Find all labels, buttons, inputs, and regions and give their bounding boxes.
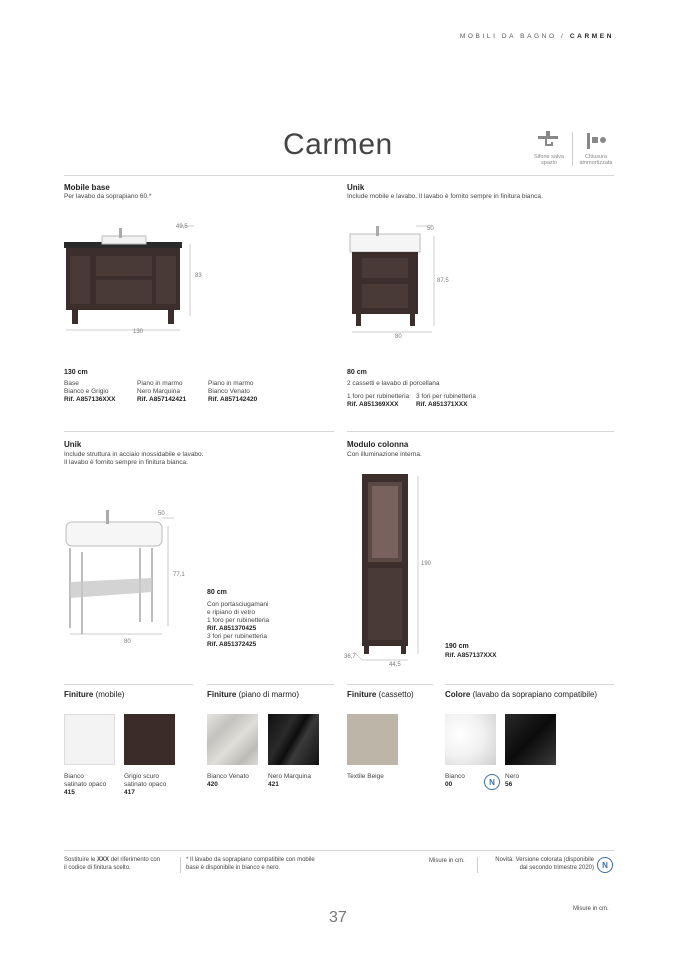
page-title: Carmen — [283, 128, 393, 161]
unik-1-desc: 2 cassetti e lavabo di porcellana — [347, 380, 440, 387]
breadcrumb-section: MOBILI DA BAGNO — [459, 33, 557, 40]
unik-1-col-2: 3 fori per rubinetteria Rif. A851371XXX — [416, 393, 476, 408]
swatch-bianco-lavabo — [445, 714, 496, 765]
page-number: 37 — [329, 909, 347, 926]
swatch-bianco-satinato — [64, 714, 115, 765]
siphon-icon — [536, 130, 562, 152]
finish-title-mobile: Finiture (mobile) — [64, 690, 125, 699]
section-title-colonna: Modulo colonna — [347, 440, 409, 449]
swatch-nero-marquina — [268, 714, 319, 765]
unik-2-size: 80 cm — [207, 589, 227, 596]
section-subtitle-unik-1: Include mobile e lavabo. Il lavabo è fornito sempre in finitura bianca. — [347, 193, 543, 200]
color-title-lavabo: Colore (lavabo da soprapiano compatibile) — [445, 690, 598, 699]
mobile-base-col-1: Base Bianco e Grigio Rif. A857136XXX — [64, 380, 116, 403]
label-nero-marquina: Nero Marquina 421 — [268, 773, 311, 788]
swatch-bianco-venato — [207, 714, 258, 765]
unik-1-col-1: 1 foro per rubinetteria Rif. A851369XXX — [347, 393, 410, 408]
section-subtitle-colonna: Con illuminazione interna. — [347, 451, 422, 458]
breadcrumb: MOBILI DA BAGNO / CARMEN — [459, 33, 614, 40]
swatch-grigio-scuro — [124, 714, 175, 765]
label-bianco-satinato: Bianco satinato opaco 415 — [64, 773, 107, 796]
unik-console-image — [62, 508, 182, 643]
label-nero-lavabo: Nero 56 — [505, 773, 520, 788]
label-grigio-scuro: Grigio scuro satinato opaco 417 — [124, 773, 167, 796]
label-bianco-venato: Bianco Venato 420 — [207, 773, 249, 788]
label-bianco-lavabo: Bianco 00 — [445, 773, 465, 788]
swatch-nero-lavabo — [505, 714, 556, 765]
colonna-size: 190 cm — [445, 643, 469, 650]
footer-note-lavabo: * Il lavabo da soprapiano compatibile con mobile base è disponibile in bianco e nero. — [186, 857, 315, 871]
section-subtitle-mobile-base: Per lavabo da soprapiano 60.* — [64, 193, 152, 200]
mobile-base-size: 130 cm — [64, 369, 88, 376]
colonna-image — [342, 470, 442, 670]
unik-1-size: 80 cm — [347, 369, 367, 376]
section-title-unik-2: Unik — [64, 440, 82, 449]
unik-2-details: Con portasciugamani e ripiano di vetro 1 foro per rubinetteria Rif. A851370425 3 fori per rubinetteria Rif. A851372425 — [207, 601, 270, 648]
mobile-base-image — [62, 222, 207, 342]
feature-soft-close: Chiusura ammortizzata — [574, 130, 618, 166]
new-badge-icon: N — [484, 774, 500, 790]
label-textile-beige: Textile Beige — [347, 773, 384, 780]
unik-cabinet-image — [346, 222, 446, 340]
breadcrumb-collection: CARMEN — [569, 33, 614, 40]
section-title-mobile-base: Mobile base — [64, 183, 110, 192]
mobile-base-col-3: Piano in marmo Bianco Venato Rif. A857142420 — [208, 380, 258, 403]
new-version-icon: N — [597, 857, 613, 873]
footer-measures: Misure in cm. — [429, 858, 465, 864]
mobile-base-col-2: Piano in marmo Nero Marquina Rif. A857142421 — [137, 380, 187, 403]
colonna-ref: Rif. A857137XXX — [445, 652, 497, 659]
swatch-textile-beige — [347, 714, 398, 765]
footer-note-xxx: Sostituire le XXX del riferimento con il codice di finitura scelto. — [64, 857, 161, 871]
feature-siphon: Sifone salva spazio — [528, 130, 570, 166]
section-subtitle-unik-2: Include struttura in acciaio inossidabile e lavabo. Il lavabo è fornito sempre in finitura bianca. — [64, 451, 204, 466]
section-title-unik-1: Unik — [347, 183, 365, 192]
soft-close-icon — [583, 130, 609, 152]
footer-novita: Novità: Versione colorata (disponibile dal secondo trimestre 2020) — [495, 857, 594, 871]
finish-title-marmo: Finiture (piano di marmo) — [207, 690, 300, 699]
finish-title-cassetto: Finiture (cassetto) — [347, 690, 414, 699]
footer-measures-bottom: Misure in cm. — [573, 906, 609, 912]
